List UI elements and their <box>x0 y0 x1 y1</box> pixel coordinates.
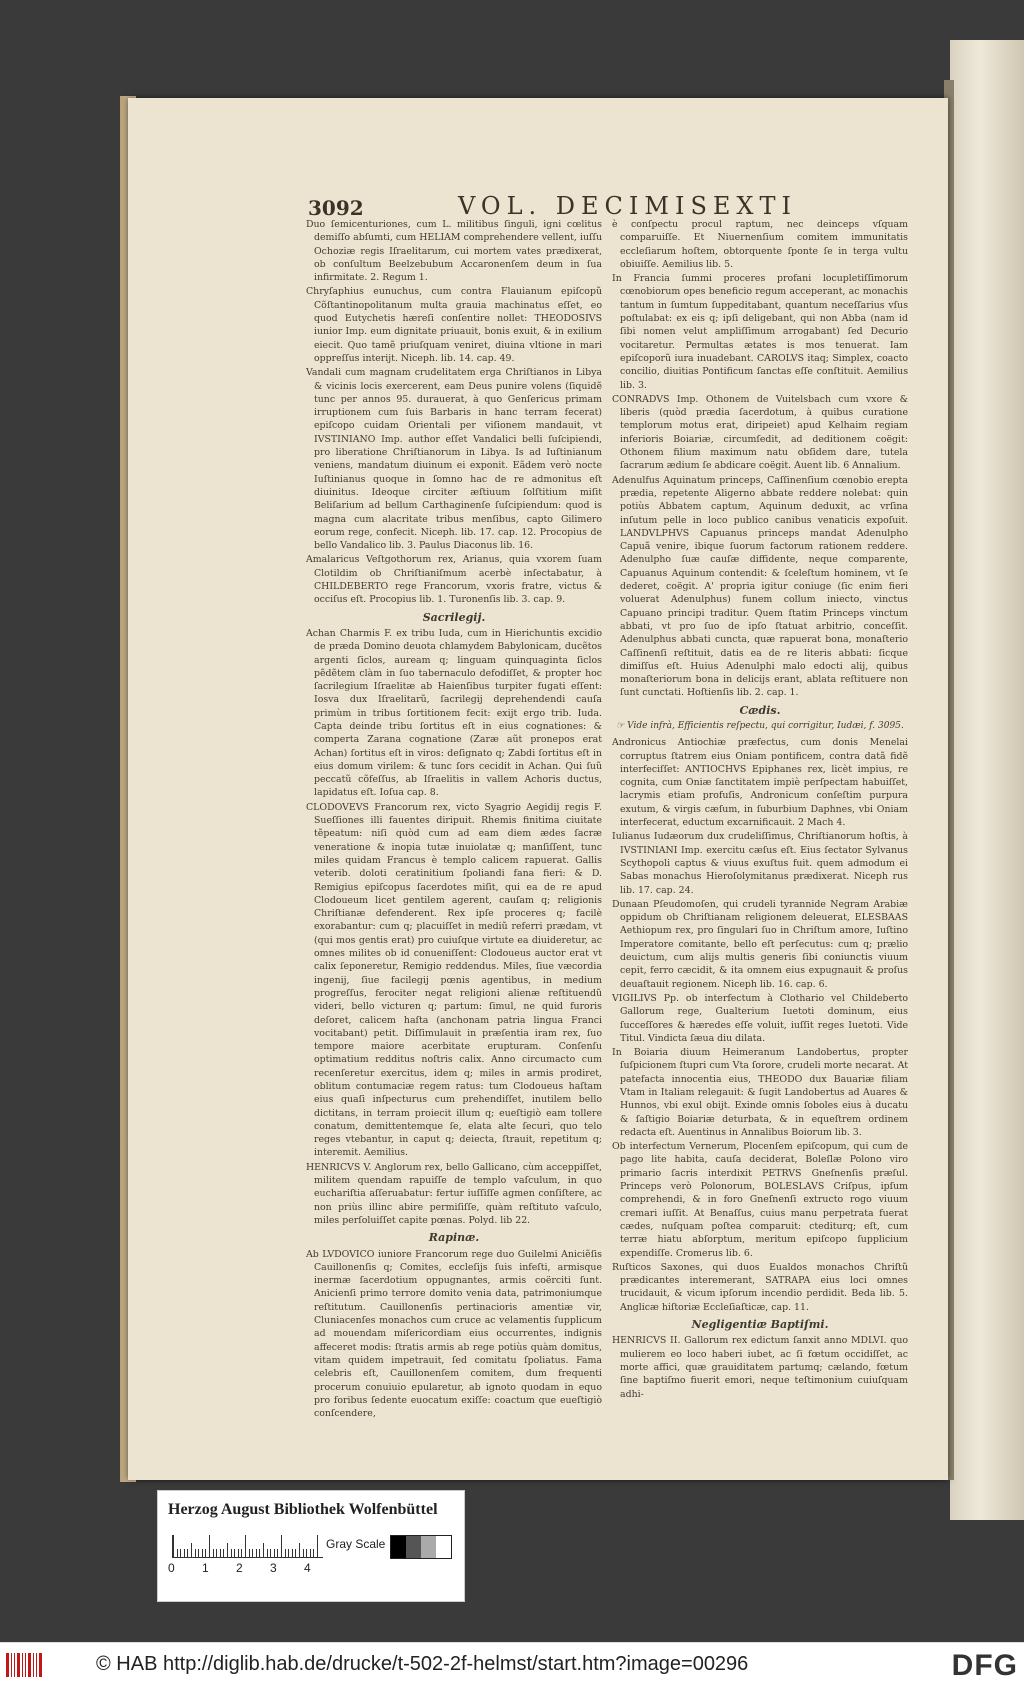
ruler-tick <box>213 1549 214 1557</box>
barcode-bar <box>36 1653 37 1677</box>
text-paragraph: Ab LVDOVICO iuniore Francorum rege duo Guilelmi Aniciẽſis Cauillonenſis q; Comites, eccleſijs ſuis infeſti, armisque inermæ ſacerdotium oppugnantes, armis coërciti ſunt. Anicienſi primo terrore domito venia data, patrimoniumque reſtitutum. Cauillonenſis pertinacioris amentiæ vir, Cluniacenſes monachos cum cruce ac velamentis ſupplicum ad mouendam miſericordiam eius occurrentes, indignis affeceret modis: ſtratis armis ab rege potiùs quàm domitus, vitam quidem impetrauit, ſed comitatu ſpoliatus. Fama celebris eſt, Cauillonenſem comitem, dum frequenti procerum conuiuio epularetur, ab ignoto quodam in equo pro foribus ſedente euocatum exiſſe: coactum que eueſtigiò conſcendere, <box>306 1248 602 1420</box>
ruler-tick <box>205 1549 206 1557</box>
ruler-tick <box>285 1549 286 1557</box>
section-heading: Cædis. <box>739 703 781 717</box>
barcode-bar <box>33 1653 34 1677</box>
ruler-tick <box>184 1549 185 1557</box>
barcode-bar <box>17 1653 20 1677</box>
section-heading: Negligentiæ Baptiſmi. <box>691 1318 829 1332</box>
barcode-bar <box>6 1653 9 1677</box>
text-paragraph: Vandali cum magnam crudelitatem erga Chriſtianos in Libya & vicinis locis exercerent, eam Deus punire volens (ſiquidẽ tunc per annos 95. durauerat, à quo Genſericus primam irruptionem cum ſuis Barbaris in hanc terram fecerat) epiſcopo cuidam Orientali per viſionem mandauit, vt IVSTINIANO Imp. author eſſet Vandalici belli ſuſcipiendi, pro liberatione Chriſtianorum in Libya. Is ad Iuſtinianum veniens, mandatum diuinum ei exponit. Eãdem verò nocte Iuſtinianus quoque in ſomno hac de re admonitus eſt diuinitus. Ideoque circiter æſtiuum ſolſtitium miſit Beliſarium ad bellum Carthaginenſe ſuſcipiendum: quod is magna cum alacritate tribus menſibus, capto Gilimero eorum rege, confecit. Niceph. lib. 17. cap. 12. Procopius de bello Vandalico lib. 3. Paulus Diaconus lib. 16. <box>306 367 602 552</box>
text-paragraph: Chryſaphius eunuchus, cum contra Flauianum epiſcopũ Cõſtantinopolitanum multa grauia machinatus eſſet, eo quod Eutychetis hæreſi conſentire nollet: THEODOSIVS iunior Imp. eum dignitate priuauit, bonis exuit, & in exilium eiecit. Quo tamẽ priuſquam veniret, diuina vltione in mari oppreſſus interijt. Niceph. lib. 14. cap. 49. <box>306 286 602 364</box>
ruler-tick <box>223 1549 224 1557</box>
ruler-tick <box>267 1549 268 1557</box>
gray-swatch <box>421 1536 436 1558</box>
ruler-tick <box>191 1543 192 1557</box>
ruler-tick <box>231 1549 232 1557</box>
text-paragraph: Andronicus Antiochiæ præfectus, cum donis Menelai corruptus ſtatrem eius Oniam pontificem, contra datã fidẽ interfeciſſet: ANTIOCHVS Epiphanes rex, licèt impius, re cognita, cum Oniæ ſanctitatem impiè perſpectam habuiſſet, lacrymis etiam profuſis, Andronicum conſeſtim purpura exutum, & virgis cæſum, in ſuburbium Daphnes, vbi Oniam interfecerat, eductum excarnificauit. 2 Mach 4. <box>612 737 908 829</box>
ruler-tick <box>288 1549 289 1557</box>
text-paragraph: è conſpectu procul raptum, nec deinceps vſquam comparuiſſe. Et Niuernenſium comitem immunitatis eccleſiarum hoſtem, obtorquente ſponte ſe in terga vultu obiuiſſe. Aemilius lib. 5. <box>612 219 908 270</box>
text-paragraph: HENRICVS V. Anglorum rex, bello Gallicano, cùm acceppiſſet, militem quendam rapuiſſe de templo vaſculum, in quo euchariſtia aſſeruabatur: fertur iuſſiſſe agmen conſiſtere, ac non priùs illinc abire permiſiſſe, quàm reſtituto vaſculo, miles perſoluiſſet capite pœnas. Polyd. lib 22. <box>306 1161 602 1226</box>
volume-title: VOL. DECIMISEXTI <box>458 192 797 220</box>
ruler-number: 3 <box>270 1561 277 1575</box>
ruler-number: 4 <box>304 1561 311 1575</box>
ruler-tick <box>249 1549 250 1557</box>
barcode-icon <box>6 1653 42 1677</box>
ruler-tick <box>317 1535 318 1557</box>
ruler-tick <box>270 1549 271 1557</box>
ruler-tick <box>252 1549 253 1557</box>
section-heading: Sacrilegij. <box>422 610 486 624</box>
gray-swatch <box>436 1536 451 1558</box>
dfg-logo: DFG <box>951 1649 1018 1682</box>
text-paragraph: VIGILIVS Pp. ob interfectum à Clothario vel Childeberto Gallorum rege, Gualterium Iuetoti dominum, eius ſucceſſores & hæredes eſſe voluit, iuſſit reges Iuetoti. Vide Titul. Vindicta ſæua diu dilata. <box>612 992 908 1044</box>
book-cover-right <box>950 40 1024 1520</box>
text-paragraph: Adenulfus Aquinatum princeps, Caſſinenſium cœnobio erepta prædia, repetente Aligerno abbate reddere nolebat: quin potiùs Abbatem captum, Aquinum deduxit, ac vrſina inſutum pelle in loco publico canibus venaticis expoſuit. LANDVLPHVS Capuanus princeps mandat Adenulpho Capuã venire, ibique ſuorum factorum rationem reddere. Adenulpho ſuæ cauſæ diffidente, neque comparente, Capuanus Aquinum contendit: & ſceleſtum hominem, vt ſe dederet, coëgit. A' propria igitur coniuge (ſic enim fieri voluerat Adenulphus) funem collum iniecto, vinctus Capuano principi traditur. Quem ſtatim Princeps vinctum abbati, vt pro ſuo de ipſo ſtatuat arbitrio, conceſſit. Adenulphus abbati cuncta, quæ rapuerat bona, monaſterio Caſſinenſi reſtituit, datis ea de re literis abbati: ſicque dimiſſus eſt. Huius Adenulphi malo edocti alij, quibus monaſteriorum bona in delicijs erant, ablata reſtituere non ſunt cunctati. Hoſtienſis lib. 2. cap. 1. <box>612 474 908 699</box>
text-paragraph: CLODOVEVS Francorum rex, victo Syagrio Aegidij regis F. Sueſſiones illi fauentes diripuit. Rhemis finitima ciuitate tẽpeatum: niſi quòd cum ad eam diem ædes ſacræ veneratione & inopia tutæ inuiolatæ q; manſiſſent, tunc miles quidam Francus è templo calicem rapuerat. Gallis veterib. doloti ceratinitium ſpoliandi fana fieri: & D. Remigius epiſcopus ſacerdotes miſit, qui ea de re apud Clodoueum licet gentilem agerent, cauſam q; religionis Chriſtianæ defenderent. Rex ipſe proceres q; facilè exorabantur: cum q; placuiſſet in mediũ referri prædam, vt (qui mos gentis erat) pro cuiuſque virtute ea diuideretur, ac omnes milites ob id conueniſſent: Clodoueus auctor erat vt calix ſeponeretur, Remigio reddendus. Miles, ſiue væcordia ingenij, ſiue facilegij pœnis agentibus, in medium progreſſus, ferociter negat religioni alienæ reſtituendũ videri, bello victuren q; partum: ſimul, ne quid furoris deſoret, calicem haſta (anchonam patria lingua Franci vocitabant) petit. Diſſimulauit in præſentia iram rex, ſuo tempore maiore acerbitate erupturam. Conſenſu optimatium redditus noſtris calix. Anno circumacto cum recenſeretur exercitus, idem q; miles in armis prodiret, oblitum contumaciæ regem ratus: tum Clodoueus haſtam eius quaſi inſpecturus cum prehendiſſet, inutilem bello dictitans, in terram proiecit illum q; eueſtigiò eam tollere conatum, demittentemque ſe, elata alte ſecuri, quo telo reges vtebantur, in caput q; deiecta, ſtrauit, repetitum q; interemit. Aemilius. <box>306 801 602 1159</box>
text-paragraph: Ruſticos Saxones, qui duos Eualdos monachos Chriſtũ prædicantes interemerant, SATRAPA eius loci omnes trucidauit, & vicum ipſorum incendio perdidit. Beda lib. 5. Anglicæ hiſtoriæ Eccleſiaſticæ, cap. 11. <box>612 1261 908 1313</box>
barcode-bar <box>22 1653 23 1677</box>
page-number: 3092 <box>308 196 364 220</box>
library-name: Herzog August Bibliothek Wolfenbüttel <box>168 1501 438 1518</box>
ruler-tick <box>227 1543 228 1557</box>
ruler-tick <box>238 1549 239 1557</box>
ruler-tick <box>198 1549 199 1557</box>
ruler-tick <box>306 1549 307 1557</box>
ruler-tick <box>310 1549 311 1557</box>
ruler-tick <box>202 1549 203 1557</box>
text-paragraph: CONRADVS Imp. Othonem de Vuitelsbach cum vxore & liberis (quòd prædia ſacerdotum, à quibus curatione templorum motus erat, diripeiet) apud Kelhaim regiam inferioris Boiariæ, circumſedit, ad deditionem coëgit: Othonem filium maximum natu obſidem dare, tutela ſacrarum ædium ſe abdicare coëgit. Auent lib. 6 Annalium. <box>612 393 908 472</box>
source-url[interactable]: © HAB http://diglib.hab.de/drucke/t-502-2f-helmst/start.htm?image=00296 <box>96 1653 749 1675</box>
gray-scale-swatches <box>390 1535 452 1559</box>
ruler-tick <box>281 1535 282 1557</box>
ruler-number: 1 <box>202 1561 209 1575</box>
ruler-tick <box>216 1549 217 1557</box>
barcode-bar <box>25 1653 26 1677</box>
ruler-number: 2 <box>236 1561 243 1575</box>
barcode-bar <box>39 1653 42 1677</box>
text-paragraph: In Francia ſummi proceres profani locupletiſſimorum cœnobiorum opes beneficio regum acceperant, ac monachis tantum in ſumtum ſuppeditabant, quantum neceſſarius vſus poſtulabat: ex eis q; ipſi deligebant, qui non Abba (nam id ſibi nomen velut ampliſſimum arrogabant) ſed Decurio vocitaretur. Permultas ætates is mos tenuerat. Iam epiſcoporũ iura inuadebant. CAROLVS itaq; Simplex, coacto concilio, diuitias Pontificum ſanctas eſſe conſtituit. Aemilius lib. 3. <box>612 273 908 391</box>
text-paragraph: Duo ſemicenturiones, cum L. militibus ſinguli, igni cœlitus demiſſo abſumti, cum HELIAM comprehendere vellent, iuſſu Ochoziæ regis Iſraelitarum, cui mortem vates prædixerat, ob conſultum Beelzebubum Accaronenſem deum in ſua infirmitate. 2. Regum 1. <box>306 219 602 284</box>
footer-bar <box>0 1642 1024 1687</box>
right-text-column <box>612 218 908 1402</box>
text-paragraph: Iulianus Iudæorum dux crudeliſſimus, Chriſtianorum hoſtis, à IVSTINIANI Imp. exercitu cæſus eſt. Eius ſectator Sylvanus Scythopoli captus & viuus exuſtus fuit. quem admodum ei Sabas monachus Hieroſolymitanus prædixerat. Niceph rus lib. 17. cap. 24. <box>612 831 908 896</box>
ruler-tick <box>173 1535 174 1557</box>
left-text-column <box>306 218 602 1421</box>
ruler-tick <box>180 1549 181 1557</box>
ruler-number: 0 <box>168 1561 175 1575</box>
ruler-tick <box>241 1549 242 1557</box>
barcode-bar <box>14 1653 15 1677</box>
ruler-tick <box>303 1549 304 1557</box>
scale-ruler <box>172 1535 323 1558</box>
text-paragraph: In Boiaria diuum Heimeranum Landobertus, propter ſuſpicionem ſtupri cum Vta ſorore, crudeli morte necarat. At patefacta innocentia eius, THEODO dux Bauariæ filiam Vtam in Italiam relegauit: & ſugit Landobertus ad Auares & Hunnos, vbi exul obijt. Exinde omnis ſoboles eius à ducatu & ſaſtigio Boiariæ deturbata, & in equeſtrem ordinem redacta eſt. Auentinus in Annalibus Boiorum lib. 3. <box>612 1047 908 1138</box>
text-paragraph: Dunaan Pſeudomoſen, qui crudeli tyrannide Negram Arabiæ oppidum ob Chriſtianam religionem deleuerat, ELESBAAS Aethiopum rex, pro ſingulari ſuo in Chriſtum amore, Iuſtino Imperatore comitante, bello eſt perſecutus: cum q; prælio deuictum, cum alijs multis generis ſibi coniunctis viuum cepit, ferro cæcidit, & ita omnem eius expugnauit & proſus deuaſtauit regionem. Niceph lib. 16. cap. 6. <box>612 898 908 990</box>
ruler-tick <box>187 1549 188 1557</box>
ruler-tick <box>263 1543 264 1557</box>
ruler-tick <box>313 1549 314 1557</box>
ruler-tick <box>256 1549 257 1557</box>
ruler-tick <box>209 1535 210 1557</box>
barcode-bar <box>28 1653 31 1677</box>
ruler-tick <box>195 1549 196 1557</box>
ruler-tick <box>295 1549 296 1557</box>
ruler-tick <box>245 1535 246 1557</box>
gray-swatch <box>391 1536 406 1558</box>
ruler-tick <box>259 1549 260 1557</box>
ruler-tick <box>274 1549 275 1557</box>
section-heading: Rapinæ. <box>428 1231 480 1245</box>
ruler-tick <box>292 1549 293 1557</box>
barcode-bar <box>11 1653 12 1677</box>
text-paragraph: Amalaricus Veſtgothorum rex, Arianus, quia vxorem ſuam Clotildim ob Chriſtianiſmum acerbè inſectabatur, à CHILDEBERTO rege Francorum, vxoris fratre, victus & occiſus eſt. Procopius lib. 1. Turonenſis lib. 3. cap. 9. <box>306 554 602 606</box>
text-paragraph: Ob interfectum Vernerum, Plocenſem epiſcopum, qui cum de pago lite habita, cauſa deciderat, Boleſlæ Polono viro primario ſacris interdixit PETRVS Gneſnenſis præſul. Princeps verò Polonorum, BOLESLAVS Criſpus, ipſum comprehendi, & in foro Gneſnenſi extructo rogo viuum cremari iuſſit. At Benaſſus, cuius manu perpetrata fuerat cædes, nuſquam poſtea comparuit: ctediturq; eſt, cum terræ hiatu abſorptum, meritum epiſcopo ſupplicium expendiſſe. Cromerus lib. 6. <box>612 1141 908 1259</box>
ruler-tick <box>220 1549 221 1557</box>
gray-swatch <box>406 1536 421 1558</box>
ruler-tick <box>299 1543 300 1557</box>
text-paragraph: Achan Charmis F. ex tribu Iuda, cum in Hierichuntis excidio de præda Domino deuota chlamydem Babylonicam, ducẽtos argenti ſiclos, auream q; linguam quinquaginta ſiclos pẽdẽtem clàm in ſuo tabernaculo defodiſſet, & propter hoc ſacrilegium Iſraelitæ ab Haienſibus turpiter fugati eſſent: Iosva dux Iſraelitarũ, ſacrilegij deprehendendi cauſa primùm in tribus ſortitionem fecit: exijt ergo trib. Iuda. Capta deinde tribu ſortitus eſt in eius cognationes: & comperta Zarana cognatione (Zaræ aũt pronepos erat Achan) ſortitus eſt in viros: deſignato q; Zabdi ſortitus eſt in eius domum virilem: & tunc ſors cecidit in Achan. Qui ſuũ peccatũ cõfeſſus, ab Iſraelitis in vallem Achoris ductus, lapidatus eſt. Ioſua cap. 8. <box>306 627 602 799</box>
ruler-tick <box>234 1549 235 1557</box>
ruler-tick <box>177 1549 178 1557</box>
library-color-card <box>157 1490 465 1602</box>
cross-reference-note: ☞ Vide infrà, Efficientis reſpectu, qui corrigitur, Iudæi, f. 3095. <box>616 720 904 731</box>
ruler-tick <box>277 1549 278 1557</box>
gray-scale-label: Gray Scale <box>326 1537 386 1551</box>
text-paragraph: HENRICVS II. Gallorum rex edictum ſanxit anno MDLVI. quo mulierem eo loco haberi iubet, ac ſi fœtum occidiſſet, ac morte affici, quæ grauiditatem partumq; cælando, fœtum ſine baptiſmo fiuerit emori, neque teſtimonium cuiuſquam adhi- <box>612 1335 908 1400</box>
